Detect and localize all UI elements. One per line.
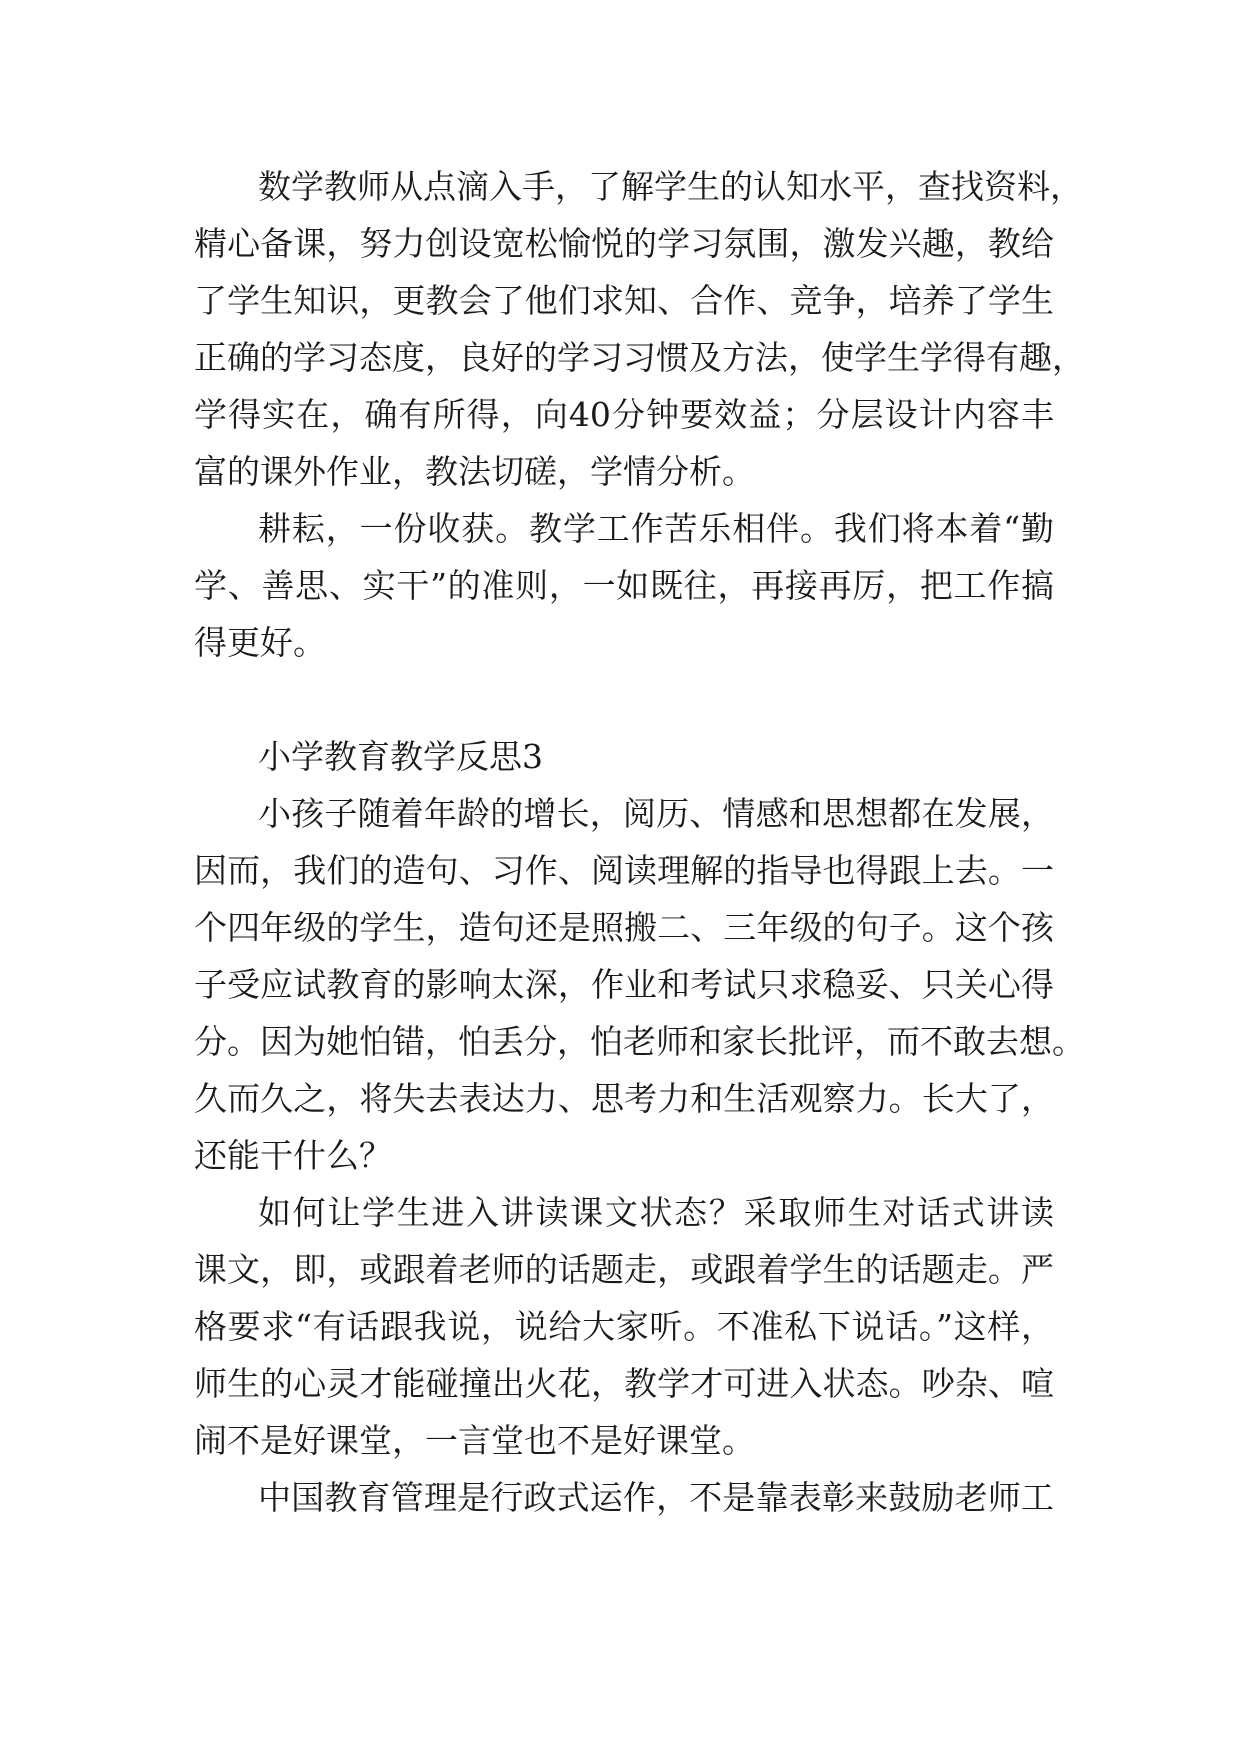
paragraph-4-line-1: 如何让学生进入讲读课文状态？采取师生对话式讲读 [258,1193,1054,1232]
paragraph-4-line-3: 格要求“有话跟我说，说给大家听。不准私下说话。”这样， [194,1307,1054,1346]
paragraph-3-line-1: 小孩子随着年龄的增长，阅历、情感和思想都在发展， [258,794,1054,833]
paragraph-1-line-1: 数学教师从点滴入手，了解学生的认知水平，查找资料， [258,167,1083,206]
paragraph-3-line-3: 个四年级的学生，造句还是照搬二、三年级的句子。这个孩 [194,908,1054,947]
paragraph-3-line-4: 子受应试教育的影响太深，作业和考试只求稳妥、只关心得 [194,965,1054,1004]
paragraph-3-line-5: 分。因为她怕错，怕丢分，怕老师和家长批评，而不敢去想。 [194,1022,1085,1061]
paragraph-1-line-4: 正确的学习态度，良好的学习习惯及方法，使学生学得有趣， [194,338,1085,377]
paragraph-1-line-2: 精心备课，努力创设宽松愉悦的学习氛围，激发兴趣，教给 [194,224,1054,263]
paragraph-1-line-6: 富的课外作业，教法切磋，学情分析。 [194,452,755,491]
paragraph-4-line-2: 课文，即，或跟着老师的话题走，或跟着学生的话题走。严 [194,1250,1054,1289]
paragraph-5-line-1: 中国教育管理是行政式运作，不是靠表彰来鼓励老师工 [258,1478,1054,1517]
paragraph-3-line-6: 久而久之，将失去表达力、思考力和生活观察力。长大了， [194,1079,1054,1118]
paragraph-1-line-3: 了学生知识，更教会了他们求知、合作、竞争，培养了学生 [194,281,1054,320]
paragraph-1-line-5: 学得实在，确有所得，向40分钟要效益；分层设计内容丰 [194,395,1054,434]
paragraph-4-line-5: 闹不是好课堂，一言堂也不是好课堂。 [194,1421,755,1460]
paragraph-2-line-2: 学、善思、实干”的准则，一如既往，再接再厉，把工作搞 [194,566,1054,605]
section-heading: 小学教育教学反思3 [258,737,543,776]
paragraph-2-line-3: 得更好。 [194,623,326,662]
paragraph-3-line-7: 还能干什么？ [194,1136,392,1175]
paragraph-2-line-1: 耕耘，一份收获。教学工作苦乐相伴。我们将本着“勤 [258,509,1054,548]
paragraph-3-line-2: 因而，我们的造句、习作、阅读理解的指导也得跟上去。一 [194,851,1054,890]
paragraph-4-line-4: 师生的心灵才能碰撞出火花，教学才可进入状态。吵杂、喧 [194,1364,1054,1403]
